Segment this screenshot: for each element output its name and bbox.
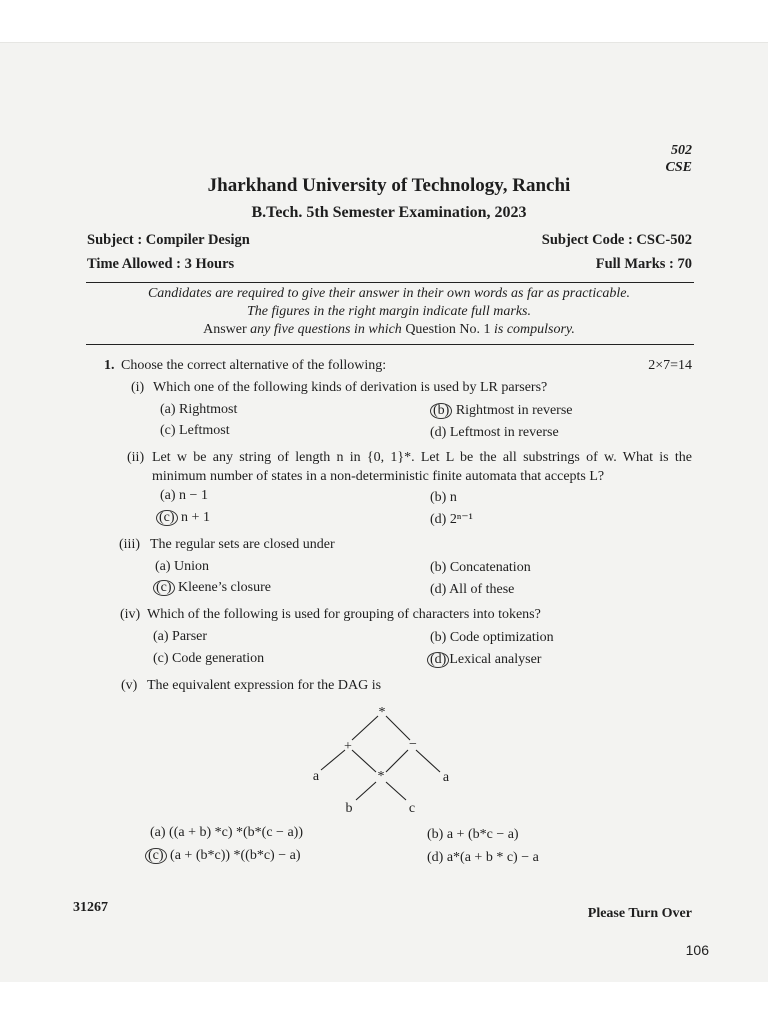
part-ii-label: (ii) bbox=[127, 450, 145, 465]
edge-minus-a bbox=[416, 750, 440, 772]
dag-node-c: c bbox=[408, 801, 416, 816]
question-prompt: Choose the correct alternative of the following: bbox=[121, 358, 387, 373]
question-number: 1. bbox=[104, 358, 115, 373]
dag-node-minus: − bbox=[409, 737, 417, 752]
part-ii-text-line-1: Let w be any string of length n in {0, 1}*. Let L be the all substrings of w. What is the bbox=[152, 450, 692, 465]
dag-diagram bbox=[300, 700, 470, 820]
part-iv-text: Which of the following is used for grouping of characters into tokens? bbox=[147, 607, 541, 622]
edge-mult-c bbox=[386, 782, 406, 800]
university-title: Jharkhand University of Technology, Ranchi bbox=[207, 175, 571, 196]
option-v-c: (c) (a + (b*c)) *((b*c) − a) bbox=[145, 848, 301, 864]
option-ii-a: (a) n − 1 bbox=[160, 488, 208, 503]
option-iii-d: (d) All of these bbox=[430, 582, 515, 597]
instruction-line-3: Answer any five questions in which Question No. 1 is compulsory. bbox=[203, 322, 575, 337]
option-ii-d: (d) 2ⁿ⁻¹ bbox=[430, 512, 473, 527]
divider-bottom bbox=[86, 344, 694, 345]
option-iv-d: (d) Lexical analyser bbox=[427, 652, 541, 668]
part-i-text: Which one of the following kinds of derivation is used by LR parsers? bbox=[153, 380, 548, 395]
option-iv-a: (a) Parser bbox=[153, 629, 208, 644]
subject-code: Subject Code : CSC-502 bbox=[541, 232, 692, 248]
edge-root-plus bbox=[352, 716, 378, 740]
part-i-label: (i) bbox=[131, 380, 145, 395]
option-iv-b: (b) Code optimization bbox=[430, 630, 554, 645]
edge-minus-mult bbox=[386, 750, 408, 772]
option-i-a: (a) Rightmost bbox=[160, 402, 238, 417]
option-iii-c: (c) Kleene’s closure bbox=[153, 580, 271, 596]
option-iii-b: (b) Concatenation bbox=[430, 560, 531, 575]
paper-code-number: 502 bbox=[671, 143, 692, 158]
instruction-line-1: Candidates are required to give their answer in their own words as far as practicable. bbox=[147, 286, 631, 301]
full-marks: Full Marks : 70 bbox=[595, 256, 692, 272]
edge-root-minus bbox=[386, 716, 410, 740]
dag-node-a-left: a bbox=[312, 769, 320, 784]
dag-node-root: * bbox=[378, 705, 386, 720]
part-iii-label: (iii) bbox=[119, 537, 140, 552]
part-iii-text: The regular sets are closed under bbox=[150, 537, 335, 552]
question-marks: 2×7=14 bbox=[648, 358, 692, 373]
dag-node-mult: * bbox=[377, 769, 385, 784]
edge-plus-mult bbox=[352, 750, 376, 772]
option-v-b: (b) a + (b*c − a) bbox=[427, 827, 519, 842]
part-v-text: The equivalent expression for the DAG is bbox=[147, 678, 382, 693]
edge-mult-b bbox=[356, 782, 376, 800]
part-v-label: (v) bbox=[121, 678, 138, 693]
dag-node-a-right: a bbox=[442, 770, 450, 785]
dag-node-plus: + bbox=[344, 739, 352, 754]
part-iv-label: (iv) bbox=[120, 607, 141, 622]
paper-serial-code: 31267 bbox=[73, 900, 108, 915]
option-ii-c: (c) n + 1 bbox=[156, 510, 210, 526]
option-v-d: (d) a*(a + b * c) − a bbox=[427, 850, 539, 865]
part-ii-text-line-2: minimum number of states in a non-deterministic finite automata that accepts L? bbox=[152, 469, 605, 484]
divider-top bbox=[86, 282, 694, 283]
option-v-a: (a) ((a + b) *c) *(b*(c − a)) bbox=[150, 825, 303, 840]
option-iv-c: (c) Code generation bbox=[153, 651, 265, 666]
subject-label: Subject : Compiler Design bbox=[87, 232, 250, 248]
edge-plus-a bbox=[321, 750, 345, 770]
paper-code-branch: CSE bbox=[665, 160, 692, 175]
option-ii-b: (b) n bbox=[430, 490, 457, 505]
instruction-line-2: The figures in the right margin indicate full marks. bbox=[246, 304, 531, 319]
option-iii-a: (a) Union bbox=[155, 559, 210, 574]
dag-node-b: b bbox=[345, 801, 353, 816]
page-number: 106 bbox=[685, 942, 709, 958]
option-i-d: (d) Leftmost in reverse bbox=[430, 425, 559, 440]
please-turn-over: Please Turn Over bbox=[587, 906, 692, 921]
option-i-b: (b) Rightmost in reverse bbox=[430, 403, 572, 419]
exam-title: B.Tech. 5th Semester Examination, 2023 bbox=[251, 204, 527, 221]
time-allowed: Time Allowed : 3 Hours bbox=[87, 256, 235, 272]
option-i-c: (c) Leftmost bbox=[160, 423, 230, 438]
